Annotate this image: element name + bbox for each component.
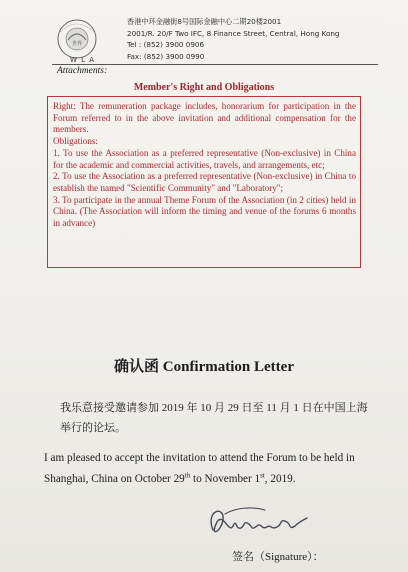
address-chinese: 香港中环金融街8号国际金融中心二期20楼2001 [127, 17, 282, 26]
right-paragraph: Right: The remuneration package includes, honorarium for participation in the Forum referred to in the above invitation and additional compensation for the members. [53, 101, 356, 135]
rights-obligations-box [47, 96, 361, 268]
handwritten-signature [195, 500, 325, 545]
en-text-part: , 2019. [264, 473, 296, 485]
en-text-part: to November 1 [190, 473, 261, 485]
signature-label: 签名（Signature）： [232, 551, 324, 563]
attachments-label: Attachments: [57, 66, 108, 76]
obligations-label: Obligations: [53, 136, 98, 147]
fax: Fax: (852) 3900 0990 [127, 51, 205, 61]
confirmation-text-english [44, 448, 364, 490]
obligation-item-1: 1. To use the Association as a preferred representative (Non-exclusive) in China for the academic and commercial activities, travels, and arrangements, etc; [53, 147, 356, 170]
svg-text:世界: 世界 [71, 41, 83, 47]
confirmation-title: 确认函 Confirmation Letter [114, 359, 294, 375]
confirmation-text-chinese: 我乐意接受邀请参加 2019 年 10 月 29 日至 11 月 1 日在中国上海举行的论坛。 [60, 402, 368, 434]
obligation-item-3: 3. To participate in the annual Theme Forum of the Association (in 2 cities) held in China. (The Association will inform the timing and venue of the forums 6 months in advance) [53, 194, 356, 229]
logo-caption: W L A [70, 56, 96, 64]
letterhead-divider [52, 64, 378, 65]
letterhead-address [127, 16, 339, 62]
en-superscript: th [184, 471, 191, 480]
obligation-item-2: 2. To use the Association as a preferred representative (Non-exclusive) in China to establish the named "Scientific Community" and "Laboratory"; [53, 171, 356, 193]
address-english: 2001/R. 20/F Two IFC, 8 Finance Street, Central, Hong Kong [127, 28, 340, 38]
telephone: Tel : (852) 3900 0906 [127, 40, 205, 49]
en-text-part: I am pleased to accept the invitation to attend the Forum to be held in Shanghai, China on October 29 [44, 452, 355, 485]
en-superscript: st [260, 471, 265, 480]
rights-heading: Member's Right and Obligations [133, 82, 275, 93]
